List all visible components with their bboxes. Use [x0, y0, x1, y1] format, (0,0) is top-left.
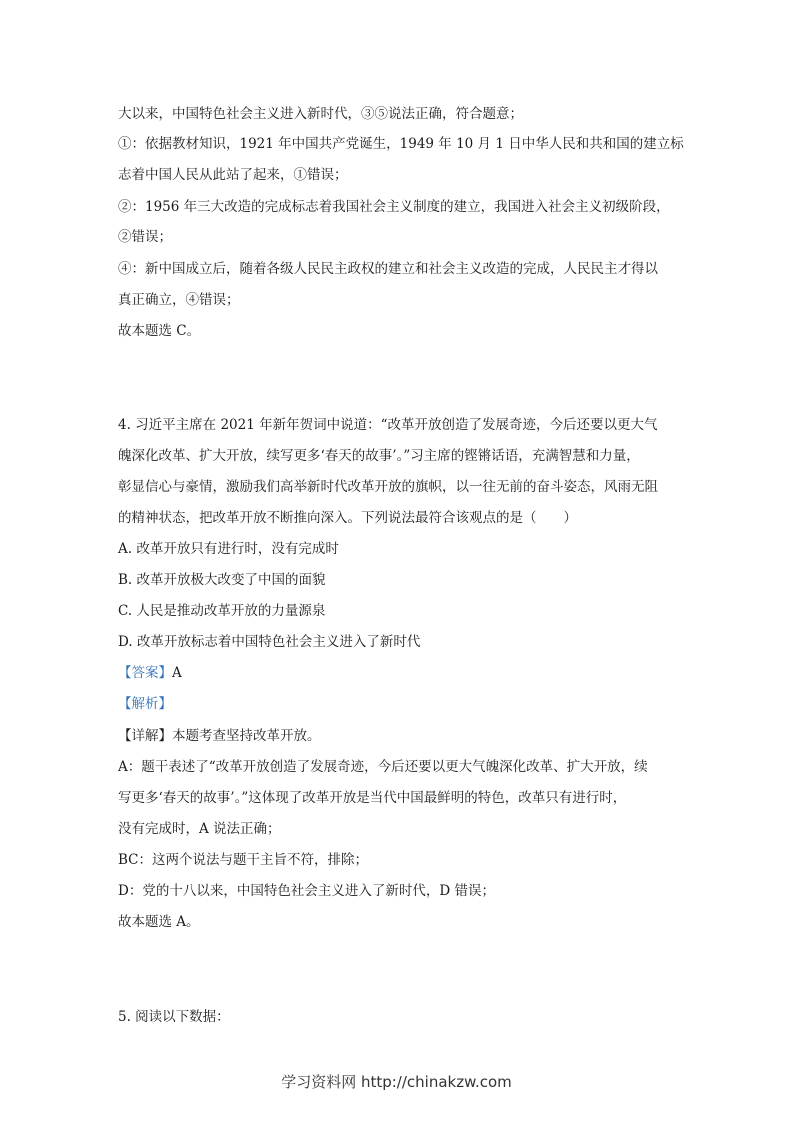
question-stem-line: 的精神状态，把改革开放不断推向深入。下列说法最符合该观点的是（ ） — [118, 510, 577, 526]
option-d: D. 改革开放标志着中国特色社会主义进入了新时代 — [118, 634, 421, 650]
text-line: 志着中国人民从此站了起来，①错误； — [118, 167, 348, 183]
bracket-close: 】 — [158, 665, 172, 681]
explanation-line: 故本题选 A。 — [118, 914, 200, 930]
answer-line — [118, 664, 182, 682]
detail-intro: 本题考查坚持改革开放。 — [172, 728, 321, 744]
bracket-open: 【 — [118, 696, 132, 712]
text-line: 故本题选 C。 — [118, 323, 201, 339]
question-stem-line: 魄深化改革、扩大开放，续写更多‘春天的故事’。”习主席的铿锵话语，充满智慧和力量， — [118, 448, 640, 464]
question-stem-line: 5. 阅读以下数据： — [118, 1009, 230, 1025]
detail-line — [118, 727, 321, 745]
option-c: C. 人民是推动改革开放的力量源泉 — [118, 603, 326, 619]
bracket-close: 】 — [158, 728, 172, 744]
bracket-close: 】 — [158, 696, 172, 712]
bracket-open: 【 — [118, 665, 132, 681]
analysis-line — [118, 695, 172, 713]
analysis-label: 解析 — [131, 696, 159, 712]
answer-value: A — [172, 665, 182, 681]
text-line: ②错误； — [118, 229, 172, 245]
explanation-line: D：党的十八以来，中国特色社会主义进入了新时代，D 错误； — [118, 883, 495, 899]
question-stem-line: 4. 习近平主席在 2021 年新年贺词中说道：“改革开放创造了发展奇迹，今后还要以更大气 — [118, 417, 658, 433]
text-line: 大以来，中国特色社会主义进入新时代，③⑤说法正确，符合题意； — [118, 106, 523, 122]
option-a: A. 改革开放只有进行时，没有完成时 — [118, 541, 339, 557]
footer-watermark: 学习资料网 http://chinakzw.com — [281, 1073, 512, 1091]
detail-label: 详解 — [131, 728, 159, 744]
explanation-line: 没有完成时，A 说法正确； — [118, 821, 281, 837]
explanation-line: BC：这两个说法与题干主旨不符，排除； — [118, 852, 368, 868]
explanation-line: A：题干表述了“改革开放创造了发展奇迹，今后还要以更大气魄深化改革、扩大开放，续 — [118, 759, 648, 775]
question-stem-line: 彰显信心与豪情，激励我们高举新时代改革开放的旗帜，以一往无前的奋斗姿态，风雨无阻 — [118, 479, 658, 495]
text-line: ②：1956 年三大改造的完成标志着我国社会主义制度的建立，我国进入社会主义初级阶段， — [118, 199, 670, 215]
bracket-open: 【 — [118, 728, 132, 744]
answer-label: 答案 — [131, 665, 159, 681]
text-line: ④：新中国成立后，随着各级人民民主政权的建立和社会主义改造的完成，人民民主才得以 — [118, 261, 658, 277]
explanation-line: 写更多‘春天的故事’。”这体现了改革开放是当代中国最鲜明的特色，改革只有进行时， — [118, 790, 627, 806]
text-line: ①：依据教材知识，1921 年中国共产党诞生，1949 年 10 月 1 日中华人民和共和国的建立标 — [118, 136, 684, 152]
option-b: B. 改革开放极大改变了中国的面貌 — [118, 572, 326, 588]
text-line: 真正确立，④错误； — [118, 292, 240, 308]
